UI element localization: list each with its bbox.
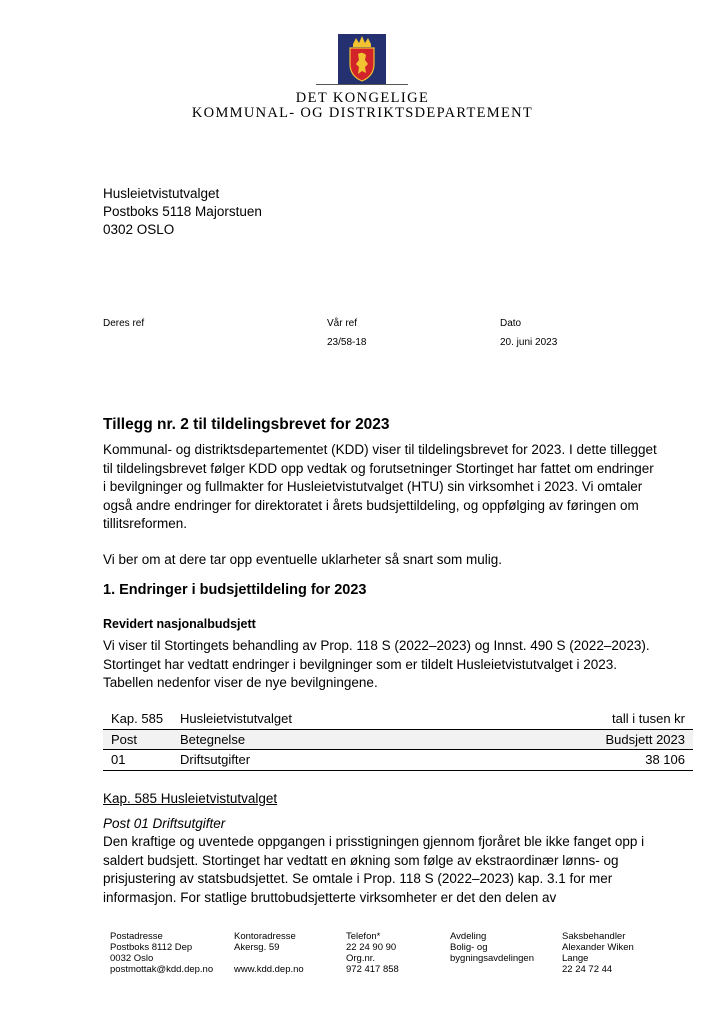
intro-line: tillitsreformen. xyxy=(103,516,188,531)
header-divider xyxy=(316,84,408,85)
table-header-row xyxy=(103,709,693,730)
footer-label: Telefon* xyxy=(346,931,381,942)
footer-avdeling xyxy=(450,931,534,964)
recipient-postal: 0302 OSLO xyxy=(103,222,175,237)
footer-saksbehandler xyxy=(562,931,634,975)
dato-label: Dato xyxy=(500,318,522,329)
column-betegnelse: Betegnelse xyxy=(180,731,246,747)
kap-line: Den kraftige og uventede oppgangen i prisstigningen gjennom fjoråret ble ikke fanget opp i xyxy=(103,834,645,849)
org-name-line2: KOMMUNAL- OG DISTRIKTSDEPARTEMENT xyxy=(191,105,534,121)
row-post: 01 xyxy=(111,752,126,768)
deres-ref-label: Deres ref xyxy=(103,318,145,329)
var-ref-label: Vår ref xyxy=(327,318,358,329)
footer-text: bygningsavdelingen xyxy=(450,953,534,964)
budget-table xyxy=(103,709,693,771)
footer-text: Org.nr. xyxy=(346,953,376,964)
footer-web-link[interactable]: www.kdd.dep.no xyxy=(234,964,304,975)
footer-label: Postadresse xyxy=(110,931,163,942)
recipient-street: Postboks 5118 Majorstuen xyxy=(103,204,262,219)
var-ref-value: 23/58-18 xyxy=(327,337,367,348)
table-row xyxy=(103,750,693,771)
footer-text: Alexander Wiken xyxy=(562,942,634,953)
kap-line: saldert budsjett. Stortinget har vedtatt en økning som følge av ekstraordinær lønns- og xyxy=(103,852,619,868)
recipient-address xyxy=(103,185,262,239)
column-post: Post xyxy=(111,731,138,747)
footer-text: Lange xyxy=(562,953,589,964)
footer-label: Avdeling xyxy=(450,931,487,942)
footer-text: 972 417 858 xyxy=(346,964,399,975)
section-subheading: Revidert nasjonalbudsjett xyxy=(103,617,256,631)
footer-postadresse xyxy=(110,931,213,975)
section-line: Stortinget har vedtatt endringer i bevilgninger som er tildelt Husleietvistutvalget i 2023. xyxy=(103,656,618,672)
section-heading: 1. Endringer i budsjettildeling for 2023 xyxy=(103,582,367,598)
section-line: Vi viser til Stortingets behandling av Prop. 118 S (2022–2023) og Innst. 490 S (2022–2023). xyxy=(103,638,650,653)
recipient-name: Husleietvistutvalget xyxy=(103,186,220,201)
row-betegnelse: Driftsutgifter xyxy=(180,752,251,768)
footer-telefon xyxy=(346,931,399,975)
table-column-row xyxy=(103,730,693,751)
section-paragraph xyxy=(103,637,663,693)
dato-value: 20. juni 2023 xyxy=(500,337,558,348)
footer-label: Kontoradresse xyxy=(234,931,296,942)
footer-text: 0032 Oslo xyxy=(110,953,154,964)
kap-line: informasjon. For statlige bruttobudsjetterte virksomheter er det den delen av xyxy=(103,889,557,905)
section-line: Tabellen nedenfor viser de nye bevilgningene. xyxy=(103,675,378,690)
intro-line: Kommunal- og distriktsdepartementet (KDD) viser til tildelingsbrevet for 2023. I dette tillegget xyxy=(103,442,657,457)
footer-text: Postboks 8112 Dep xyxy=(110,942,193,953)
intro-line: til tildelingsbrevet følger KDD opp vedtak og forutsetninger Stortinget har fattet om endringer xyxy=(103,460,654,476)
column-budsjett: Budsjett 2023 xyxy=(605,731,685,747)
row-budsjett: 38 106 xyxy=(645,752,685,768)
footer-text: Akersg. 59 xyxy=(234,942,280,953)
intro-paragraph-2: Vi ber om at dere tar opp eventuelle uklarheter så snart som mulig. xyxy=(103,552,502,567)
post-heading: Post 01 Driftsutgifter xyxy=(103,816,226,831)
intro-line: også andre endringer for direktoratet i årets budsjettildeling, og oppfølging av føringen om xyxy=(103,497,639,513)
footer-spacer xyxy=(234,953,304,964)
table-unit: tall i tusen kr xyxy=(612,711,685,727)
footer-text: 22 24 72 44 xyxy=(562,964,613,975)
table-kap: Kap. 585 xyxy=(111,711,164,727)
intro-paragraph xyxy=(103,441,663,534)
footer-email-link[interactable]: postmottak@kdd.dep.no xyxy=(110,964,214,975)
kap-heading: Kap. 585 Husleietvistutvalget xyxy=(103,791,278,806)
letter-title: Tillegg nr. 2 til tildelingsbrevet for 2023 xyxy=(103,416,390,433)
footer-label: Saksbehandler xyxy=(562,931,626,942)
footer-text: 22 24 90 90 xyxy=(346,942,397,953)
intro-line: i bevilgninger og fullmakter for Husleietvistutvalget (HTU) sin virksomhet i 2023. Vi omtaler xyxy=(103,479,643,494)
org-name-line1: DET KONGELIGE xyxy=(295,90,430,106)
footer-text: Bolig- og xyxy=(450,942,488,953)
table-kap-name: Husleietvistutvalget xyxy=(180,711,292,727)
kap-line: prisjustering av statsbudsjettet. Se omtale i Prop. 118 S (2022–2023) kap. 3.1 for mer xyxy=(103,871,613,886)
kap-paragraph xyxy=(103,833,663,907)
footer-kontoradresse xyxy=(234,931,304,975)
